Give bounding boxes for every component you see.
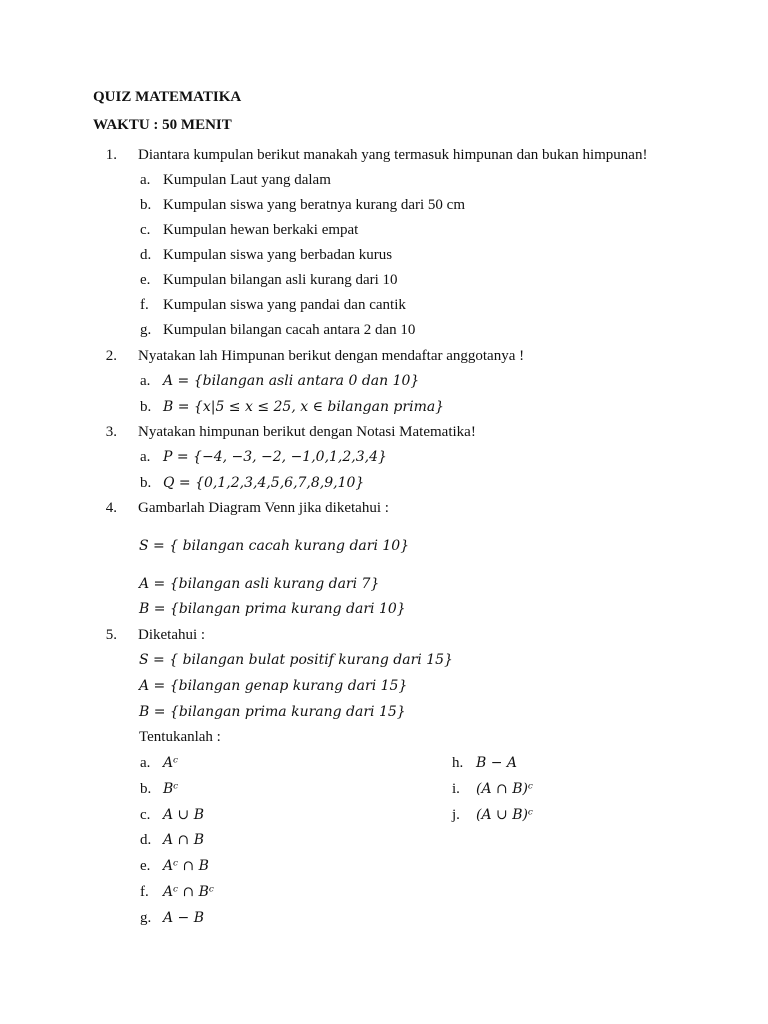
option-label: d. xyxy=(140,247,152,263)
quiz-title: QUIZ MATEMATIKA xyxy=(93,89,242,105)
option-label: a. xyxy=(140,373,151,389)
option-text: Kumpulan Laut yang dalam xyxy=(163,172,331,188)
option-math: A − B xyxy=(163,910,205,926)
question-text: Nyatakan lah Himpunan berikut dengan mendaftar anggotanya ! xyxy=(138,348,525,364)
question-text: Nyatakan himpunan berikut dengan Notasi Matematika! xyxy=(138,424,476,440)
option-text: Kumpulan bilangan asli kurang dari 10 xyxy=(163,272,398,288)
question-number: 5. xyxy=(105,627,117,643)
option-math: Aᶜ ∩ Bᶜ xyxy=(163,884,214,900)
option-label: c. xyxy=(140,807,151,823)
option-math: (A ∩ B)ᶜ xyxy=(476,781,533,797)
option-label: g. xyxy=(140,322,152,338)
question-text: Diketahui : xyxy=(138,627,206,643)
option-label: b. xyxy=(140,197,152,213)
option-math: Aᶜ ∩ B xyxy=(163,858,209,874)
option-math: A = {bilangan asli antara 0 dan 10} xyxy=(163,373,420,389)
q5-set-b: B = {bilangan prima kurang dari 15} xyxy=(139,704,406,720)
question-number: 1. xyxy=(105,147,117,163)
option-text: Kumpulan siswa yang pandai dan cantik xyxy=(163,297,406,313)
option-math: P = {−4, −3, −2, −1,0,1,2,3,4} xyxy=(163,449,387,465)
option-math: B − A xyxy=(476,755,518,771)
quiz-time: WAKTU : 50 MENIT xyxy=(93,117,232,133)
option-label: e. xyxy=(140,272,151,288)
option-text: Kumpulan hewan berkaki empat xyxy=(163,222,359,238)
option-math: Bᶜ xyxy=(163,781,179,797)
option-label: d. xyxy=(140,832,152,848)
option-label: a. xyxy=(140,172,151,188)
q5-set-a: A = {bilangan genap kurang dari 15} xyxy=(139,678,408,694)
option-label: a. xyxy=(140,755,151,771)
q5-instruction: Tentukanlah : xyxy=(139,729,221,745)
option-text: Kumpulan siswa yang beratnya kurang dari 50 cm xyxy=(163,197,465,213)
question-number: 4. xyxy=(105,500,117,516)
option-label: f. xyxy=(140,297,149,313)
option-label: i. xyxy=(452,781,460,797)
option-math: A ∪ B xyxy=(163,807,205,823)
option-math: (A ∪ B)ᶜ xyxy=(476,807,533,823)
option-label: j. xyxy=(452,807,460,823)
option-label: b. xyxy=(140,781,152,797)
question-text: Diantara kumpulan berikut manakah yang termasuk himpunan dan bukan himpunan! xyxy=(138,147,648,163)
option-text: Kumpulan bilangan cacah antara 2 dan 10 xyxy=(163,322,416,338)
option-label: h. xyxy=(452,755,464,771)
option-text: Kumpulan siswa yang berbadan kurus xyxy=(163,247,393,263)
q4-set-b: B = {bilangan prima kurang dari 10} xyxy=(139,601,406,617)
q5-set-s: S = { bilangan bulat positif kurang dari 15} xyxy=(139,652,453,668)
option-label: e. xyxy=(140,858,151,874)
question-number: 2. xyxy=(105,348,117,364)
option-label: a. xyxy=(140,449,151,465)
option-math: Aᶜ xyxy=(163,755,179,771)
question-text: Gambarlah Diagram Venn jika diketahui : xyxy=(138,500,389,516)
option-label: b. xyxy=(140,475,152,491)
option-math: Q = {0,1,2,3,4,5,6,7,8,9,10} xyxy=(163,475,365,491)
q4-set-s: S = { bilangan cacah kurang dari 10} xyxy=(139,538,410,554)
option-math: A ∩ B xyxy=(163,832,205,848)
q4-set-a: A = {bilangan asli kurang dari 7} xyxy=(139,576,380,592)
option-label: f. xyxy=(140,884,149,900)
option-label: g. xyxy=(140,910,152,926)
option-label: b. xyxy=(140,399,152,415)
question-number: 3. xyxy=(105,424,117,440)
option-label: c. xyxy=(140,222,151,238)
option-math: B = {x|5 ≤ x ≤ 25, x ∈ bilangan prima} xyxy=(163,399,445,415)
